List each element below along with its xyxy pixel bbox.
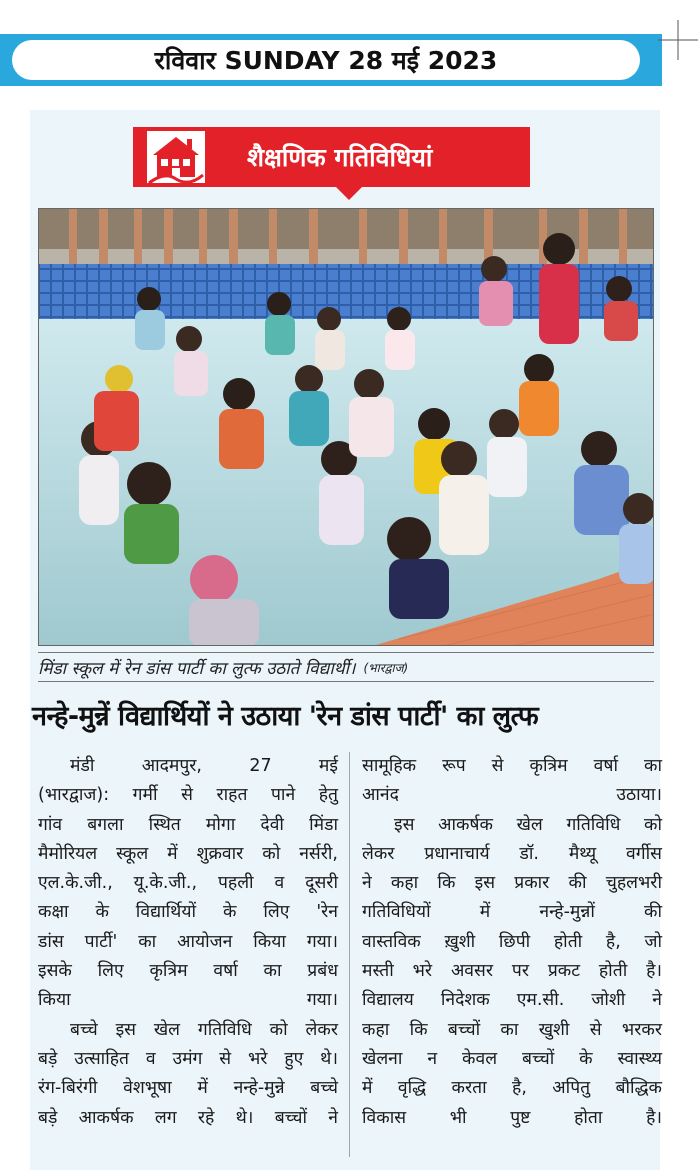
article-line: बच्चे इस खेल गतिविधि को लेकर: [70, 1019, 338, 1040]
article-line: विद्यालय निदेशक एम.सी. जोशी ने: [362, 990, 662, 1011]
article-line: इस आकर्षक खेल गतिविधि को: [394, 814, 662, 835]
caption-credit: (भारद्वाज): [363, 660, 409, 675]
article-line: आनंद उठाया।: [362, 785, 662, 806]
date-line: रविवार SUNDAY 28 मई 2023: [12, 40, 640, 80]
caption-text: मिंडा स्कूल में रेन डांस पार्टी का लुत्फ उठाते विद्यार्थी।: [38, 658, 356, 679]
photo-caption: [38, 652, 654, 682]
section-title: शैक्षणिक गतिविधियां: [247, 143, 433, 172]
article-line: एल.के.जी., यू.के.जी., पहली व दूसरी: [38, 873, 338, 894]
article-line: रंग-बिरंगी वेशभूषा में नन्हे-मुन्ने बच्चे: [38, 1078, 338, 1099]
article-line: विकास भी पुष्ट होता है।: [362, 1107, 662, 1128]
column-divider: [349, 752, 350, 1157]
article-line: ने कहा कि इस प्रकार की चुहलभरी: [362, 873, 662, 894]
section-banner: [133, 127, 530, 187]
article-line: इसके लिए कृत्रिम वर्षा का प्रबंध: [38, 961, 338, 982]
article-column-right: [362, 752, 662, 1133]
article-line: किया गया।: [38, 990, 338, 1011]
article-column-left: [38, 752, 338, 1133]
article-line: बड़े आकर्षक लग रहे थे। बच्चों ने: [38, 1107, 338, 1128]
article-line: गतिविधियों में नन्हे-मुन्नों की: [362, 902, 662, 923]
article-line: (भारद्वाज): गर्मी से राहत पाने हेतु: [38, 785, 338, 806]
school-building-icon: [145, 127, 207, 187]
article-line: में वृद्धि करता है, अपितु बौद्धिक: [362, 1078, 662, 1099]
crop-mark-icon: [658, 20, 698, 60]
event-photo: [38, 208, 654, 646]
article-line: मैमोरियल स्कूल में शुक्रवार को नर्सरी,: [38, 843, 338, 864]
article-line: मंडी आदमपुर, 27 मई: [70, 756, 338, 776]
article-line: डांस पार्टी' का आयोजन किया गया।: [38, 931, 338, 952]
article-line: कक्षा के विद्यार्थियों के लिए 'रेन: [38, 902, 338, 923]
headline: नन्हे-मुन्नें विद्यार्थियों ने उठाया 'रेन डांस पार्टी' का लुत्फ: [32, 701, 539, 732]
article-line: सामूहिक रूप से कृत्रिम वर्षा का: [362, 756, 662, 776]
article-line: मस्ती भरे अवसर पर प्रकट होती है।: [362, 961, 662, 982]
article-line: खेलना न केवल बच्चों के स्वास्थ्य: [362, 1048, 662, 1069]
children-in-water-illustration: [39, 209, 654, 646]
article-line: वास्तविक ख़ुशी छिपी होती है, जो: [362, 931, 662, 952]
banner-notch: [335, 186, 363, 200]
article-line: कहा कि बच्चों का खुशी से भरकर: [362, 1019, 662, 1040]
article-line: लेकर प्रधानाचार्य डॉ. मैथ्यू वर्गीस: [362, 843, 662, 864]
article-line: गांव बगला स्थित मोगा देवी मिंडा: [38, 814, 338, 835]
article-line: बड़े उत्साहित व उमंग से भरे हुए थे।: [38, 1048, 338, 1069]
